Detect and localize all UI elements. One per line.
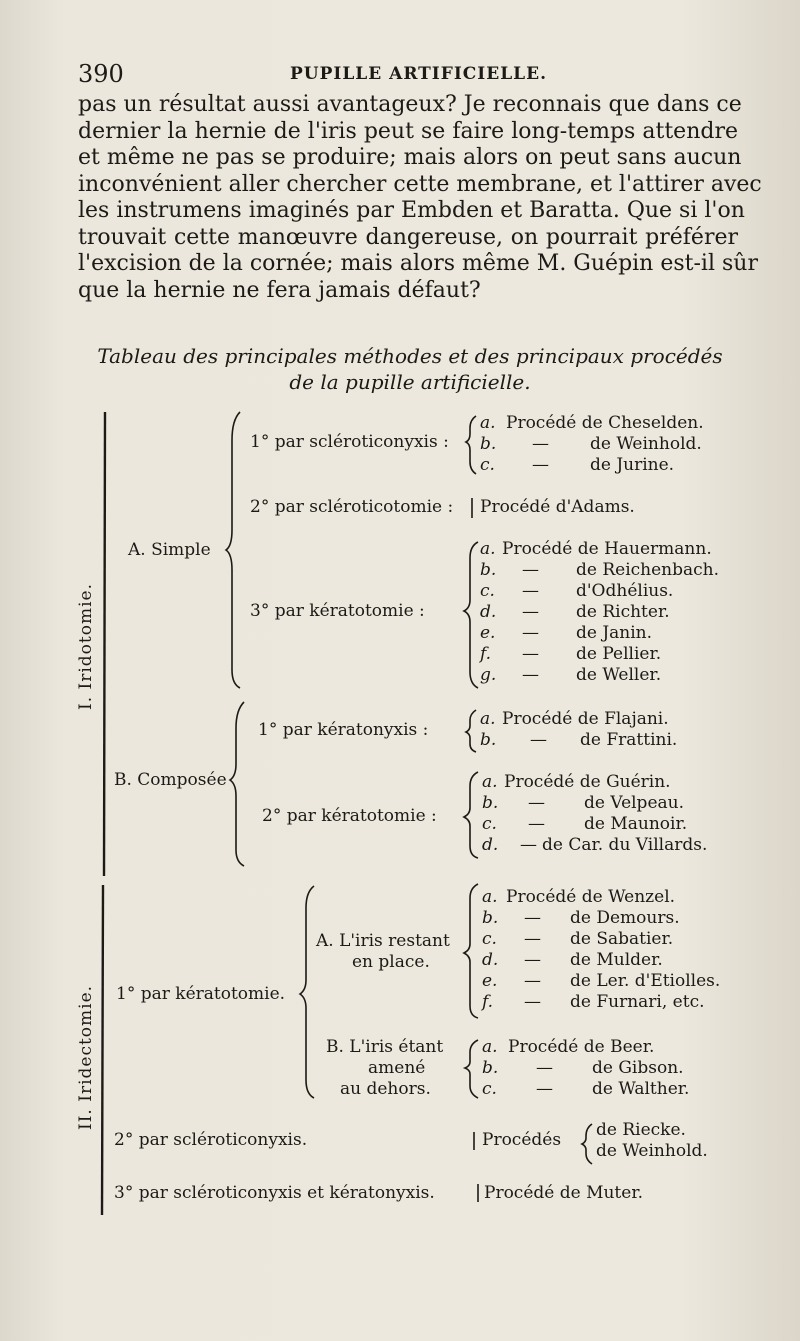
item-letter: d. <box>482 950 499 970</box>
table-caption-line1: Tableau des principales méthodes et des principaux procédés <box>97 344 723 368</box>
item-text: d'Odhélius. <box>576 581 674 601</box>
label-procedes: Procédés <box>482 1130 562 1150</box>
item-dash: — <box>524 971 541 991</box>
item-letter: c. <box>480 581 495 601</box>
item-weinhold: de Weinhold. <box>596 1141 708 1161</box>
item-letter: c. <box>482 929 497 949</box>
label-keratonyxis: 1° par kératonyxis : <box>258 720 429 740</box>
item-dash: — <box>524 929 541 949</box>
item-dash: — <box>524 908 541 928</box>
label-iris-restant-1: A. L'iris restant <box>316 931 450 951</box>
item-dash: — <box>532 434 549 454</box>
item-text: de Mulder. <box>570 950 663 970</box>
paragraph-line: trouvait cette manœuvre dangereuse, on pourrait préférer <box>78 224 738 250</box>
paragraph-line: dernier la hernie de l'iris peut se faire long-temps attendre <box>78 118 738 144</box>
item-dash: — <box>528 793 545 813</box>
item-letter: b. <box>482 908 499 928</box>
brace-iris-restant <box>464 884 478 1018</box>
paragraph-line: les instrumens imaginés par Embden et Baratta. Que si l'on <box>78 198 745 223</box>
item-text: de Velpeau. <box>584 793 684 813</box>
item-letter: d. <box>480 602 497 622</box>
item-riecke: de Riecke. <box>596 1120 686 1140</box>
item-text: de Maunoir. <box>584 814 688 834</box>
item-text: de Weller. <box>576 665 662 685</box>
label-iris-dehors-2: amené <box>368 1058 426 1078</box>
label-keratotomie-composee: 2° par kératotomie : <box>262 806 437 826</box>
label-scleroticotomie: 2° par scléroticotomie : <box>250 497 454 517</box>
item-dash: — <box>520 835 537 855</box>
item-text: de Frattini. <box>580 730 678 750</box>
item-dash: — <box>524 950 541 970</box>
label-iris-dehors-1: B. L'iris étant <box>326 1037 444 1057</box>
item-text: de Car. du Villards. <box>542 835 708 855</box>
item-letter: g. <box>480 665 497 685</box>
text-adams: Procédé d'Adams. <box>480 497 635 517</box>
label-scleroticonyxis: 1° par scléroticonyxis : <box>250 432 449 452</box>
brace-keratonyxis <box>466 710 476 752</box>
item-dash: — <box>536 1058 553 1078</box>
item-letter: e. <box>482 971 498 991</box>
item-letter: e. <box>480 623 496 643</box>
item-dash: — <box>536 1079 553 1099</box>
brace-keratotomie-simple <box>464 542 478 688</box>
table-caption-line2: de la pupille artificielle. <box>289 370 531 394</box>
label-iris-restant-2: en place. <box>352 952 430 972</box>
item-text: de Demours. <box>570 908 680 928</box>
item-letter: b. <box>482 1058 499 1078</box>
item-text: de Reichenbach. <box>576 560 720 580</box>
paragraph-line: l'excision de la cornée; mais alors même M. Guépin est-il sûr <box>78 251 758 276</box>
brace-iridectomie-keratotomie <box>300 886 314 1098</box>
item-letter: a. <box>480 709 496 729</box>
running-title: PUPILLE ARTIFICIELLE. <box>290 64 547 84</box>
label-iridectomie-scleroticonyxis: 2° par scléroticonyxis. <box>114 1130 308 1150</box>
item-dash: — <box>532 455 549 475</box>
paragraph-line: que la hernie ne fera jamais défaut? <box>78 277 481 303</box>
brace-scleroticonyxis <box>466 416 476 474</box>
item-letter: b. <box>480 560 497 580</box>
page-number: 390 <box>78 60 124 88</box>
label-simple: A. Simple <box>128 540 211 560</box>
item-text: de Furnari, etc. <box>570 992 705 1012</box>
label-iridectomie: II. Iridectomie. <box>76 984 96 1130</box>
brace-iris-dehors <box>465 1040 478 1098</box>
label-iridectomie-keratotomie: 1° par kératotomie. <box>116 984 286 1004</box>
brace-simple <box>226 412 240 688</box>
item-text: de Weinhold. <box>590 434 702 454</box>
item-text: Procédé de Cheselden. <box>506 413 704 433</box>
item-letter: c. <box>482 814 497 834</box>
item-letter: f. <box>482 992 494 1012</box>
item-dash: — <box>522 665 539 685</box>
item-dash: — <box>522 581 539 601</box>
item-text: Procédé de Hauermann. <box>502 539 712 559</box>
item-dash: — <box>530 730 547 750</box>
item-text: Procédé de Beer. <box>508 1037 655 1057</box>
item-letter: a. <box>482 1037 498 1057</box>
item-dash: — <box>522 623 539 643</box>
paragraph-line: inconvénient aller chercher cette membrane, et l'attirer avec <box>78 171 762 197</box>
item-text: de Sabatier. <box>570 929 674 949</box>
item-text: de Walther. <box>592 1079 690 1099</box>
item-letter: a. <box>482 772 498 792</box>
item-text: de Pellier. <box>576 644 662 664</box>
item-letter: f. <box>480 644 492 664</box>
item-text: Procédé de Wenzel. <box>506 887 676 907</box>
brace-procedes <box>582 1124 592 1164</box>
brace-composee <box>230 702 244 866</box>
item-letter: a. <box>480 413 496 433</box>
item-dash: — <box>522 560 539 580</box>
item-letter: d. <box>482 835 499 855</box>
item-letter: c. <box>482 1079 497 1099</box>
item-text: de Janin. <box>576 623 653 643</box>
item-letter: b. <box>480 730 497 750</box>
item-letter: b. <box>482 793 499 813</box>
item-letter: a. <box>482 887 498 907</box>
paragraph-line: et même ne pas se produire; mais alors on peut sans aucun <box>78 145 742 170</box>
item-letter: a. <box>480 539 496 559</box>
item-text: de Ler. d'Etiolles. <box>570 971 721 991</box>
item-dash: — <box>522 602 539 622</box>
paragraph-line: pas un résultat aussi avantageux? Je reconnais que dans ce <box>78 92 742 117</box>
item-dash: — <box>528 814 545 834</box>
item-dash: — <box>522 644 539 664</box>
item-text: Procédé de Flajani. <box>502 709 669 729</box>
label-keratotomie-simple: 3° par kératotomie : <box>250 601 425 621</box>
item-text: Procédé de Guérin. <box>504 772 671 792</box>
item-text: de Richter. <box>576 602 670 622</box>
item-text: de Jurine. <box>590 455 675 475</box>
rule-iridotomie <box>104 412 105 876</box>
text-muter: Procédé de Muter. <box>484 1183 643 1203</box>
label-iridectomie-mixte: 3° par scléroticonyxis et kératonyxis. <box>114 1183 435 1203</box>
item-text: de Gibson. <box>592 1058 684 1078</box>
label-iridotomie: I. Iridotomie. <box>76 582 96 710</box>
brace-keratotomie-composee <box>464 772 478 858</box>
item-dash: — <box>524 992 541 1012</box>
item-letter: c. <box>480 455 495 475</box>
item-letter: b. <box>480 434 497 454</box>
rule-iridectomie <box>102 885 103 1215</box>
label-iris-dehors-3: au dehors. <box>340 1079 431 1099</box>
label-composee: B. Composée <box>114 770 227 790</box>
